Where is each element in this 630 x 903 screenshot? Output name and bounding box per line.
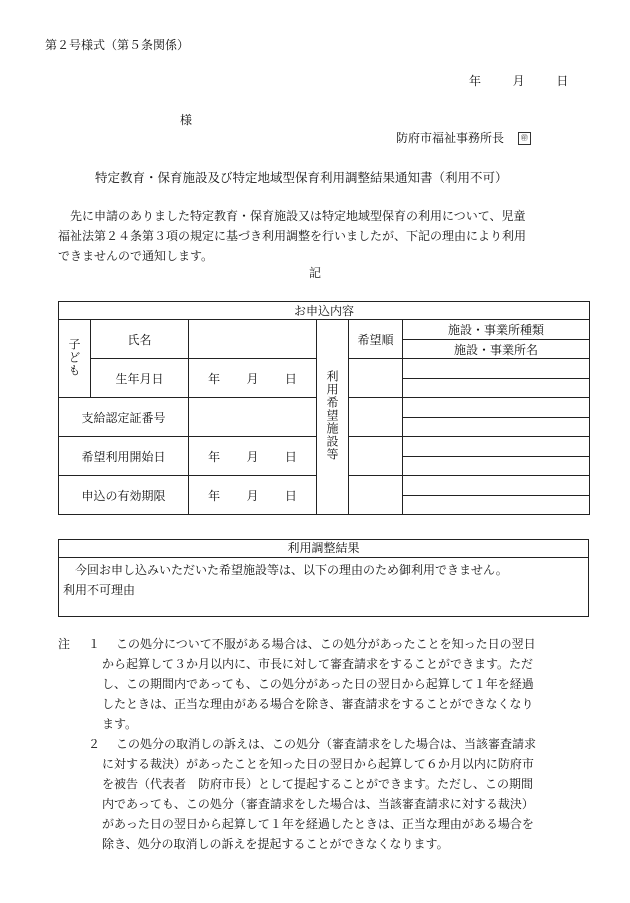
result-body[interactable] xyxy=(59,558,588,602)
note-line: したときは、正当な理由がある場合を除き、審査請求をすることができなくなり xyxy=(102,697,534,711)
note-line: ます。 xyxy=(102,717,138,731)
note-item-2 xyxy=(58,734,588,854)
result-header: 利用調整結果 xyxy=(59,540,588,558)
preference-1[interactable] xyxy=(349,359,403,398)
birth-value[interactable] xyxy=(189,359,317,398)
body-line: 先に申請のありました特定教育・保育施設又は特定地域型保育の利用について、児童 xyxy=(70,209,526,223)
expiry-value[interactable] xyxy=(189,476,317,515)
date-line xyxy=(469,72,568,89)
facility-1-type[interactable] xyxy=(403,359,590,379)
notes-section xyxy=(58,634,588,854)
note-line: この処分について不服がある場合は、この処分があったことを知った日の翌日 xyxy=(116,637,536,651)
reason-label: 利用不可理由 xyxy=(63,583,136,597)
child-label: 子ども xyxy=(67,337,81,377)
expiry-year: 年 xyxy=(208,488,221,503)
birth-label: 生年月日 xyxy=(91,359,189,398)
facility-type-label: 施設・事業所種類 xyxy=(403,320,590,340)
note-number: １ xyxy=(88,637,101,651)
seal-mark: ㊞ xyxy=(518,132,531,145)
facility-name-label: 施設・事業所名 xyxy=(403,340,590,359)
application-table xyxy=(58,301,590,515)
date-day: 日 xyxy=(556,74,569,88)
result-line: 今回お申し込みいただいた希望施設等は、以下の理由のため御利用できません。 xyxy=(75,563,508,577)
birth-month: 月 xyxy=(246,371,259,386)
notes-prefix: 注 xyxy=(58,637,71,651)
body-line: 福祉法第２４条第３項の規定に基づき利用調整を行いましたが、下記の理由により利用 xyxy=(58,229,527,243)
expiry-month: 月 xyxy=(246,488,259,503)
date-year: 年 xyxy=(469,74,482,88)
note-number: ２ xyxy=(88,737,101,751)
facility-2-name[interactable] xyxy=(403,418,590,437)
facility-3-name[interactable] xyxy=(403,457,590,476)
note-line: から起算して３か月以内に、市長に対して審査請求をすることができます。ただ xyxy=(102,657,534,671)
facility-2-type[interactable] xyxy=(403,398,590,418)
facility-vertical-label: 利用希望施設等 xyxy=(325,370,339,461)
cert-value[interactable] xyxy=(189,398,317,437)
preference-label: 希望順 xyxy=(349,320,403,359)
birth-year: 年 xyxy=(208,371,221,386)
result-box xyxy=(58,539,589,617)
note-line: 内であっても、この処分（審査請求をした場合は、当該審査請求に対する裁決） xyxy=(102,797,534,811)
note-line: があった日の翌日から起算して１年を経過したときは、正当な理由がある場合を xyxy=(102,817,534,831)
body-line: できませんので通知します。 xyxy=(58,249,214,263)
date-month: 月 xyxy=(512,74,525,88)
facility-3-type[interactable] xyxy=(403,437,590,457)
note-line: を被告（代表者 防府市長）として提起することができます。ただし、この期間 xyxy=(102,777,534,791)
facility-1-name[interactable] xyxy=(403,379,590,398)
ki-label: 記 xyxy=(309,266,322,280)
expiry-label: 申込の有効期限 xyxy=(59,476,189,515)
note-line: この処分の取消しの訴えは、この処分（審査請求をした場合は、当該審査請求 xyxy=(116,737,537,751)
cert-label: 支給認定証番号 xyxy=(59,398,189,437)
preference-4[interactable] xyxy=(349,476,403,515)
note-line: に対する裁決）があったことを知った日の翌日から起算して６か月以内に防府市 xyxy=(102,757,534,771)
issuer-name: 防府市福祉事務所長 xyxy=(396,131,505,145)
document-title: 特定教育・保育施設及び特定地域型保育利用調整結果通知書（利用不可） xyxy=(95,170,508,185)
facility-4-type[interactable] xyxy=(403,476,590,496)
form-number: 第２号様式（第５条関係） xyxy=(45,38,190,52)
name-label: 氏名 xyxy=(91,320,189,359)
child-label-cell xyxy=(59,320,91,398)
note-line: し、この期間内であっても、この処分があった日の翌日から起算して１年を経過 xyxy=(102,677,534,691)
preference-2[interactable] xyxy=(349,398,403,437)
issuer-line xyxy=(396,129,531,146)
facility-vertical-cell xyxy=(317,320,349,515)
birth-day: 日 xyxy=(284,371,297,386)
start-day: 日 xyxy=(284,449,297,464)
start-value[interactable] xyxy=(189,437,317,476)
start-year: 年 xyxy=(208,449,221,464)
start-label: 希望利用開始日 xyxy=(59,437,189,476)
name-value[interactable] xyxy=(189,320,317,359)
note-line: 除き、処分の取消しの訴えを提起することができなくなります。 xyxy=(102,837,449,851)
expiry-day: 日 xyxy=(284,488,297,503)
preference-3[interactable] xyxy=(349,437,403,476)
start-month: 月 xyxy=(246,449,259,464)
application-header: お申込内容 xyxy=(59,302,590,320)
body-paragraph xyxy=(58,206,578,266)
note-item-1 xyxy=(58,634,588,734)
facility-4-name[interactable] xyxy=(403,496,590,515)
addressee-suffix: 様 xyxy=(180,113,193,127)
